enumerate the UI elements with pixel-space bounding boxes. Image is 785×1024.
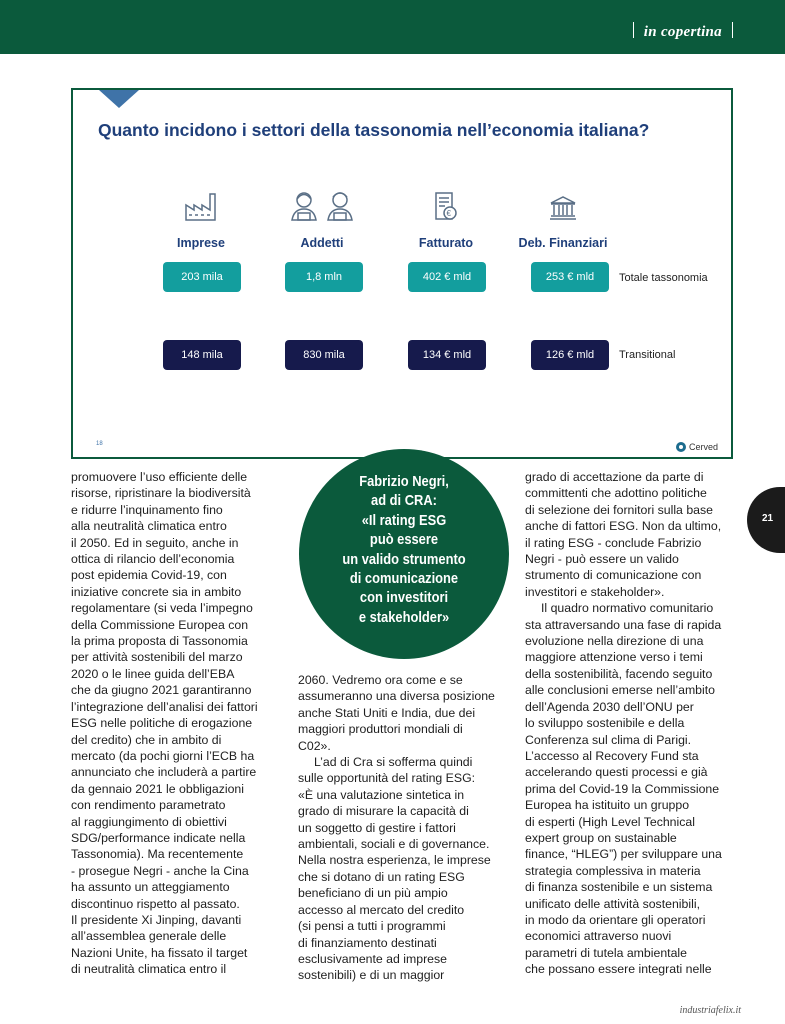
text-line: Conferenza sul clima di Parigi.	[525, 732, 692, 747]
text-line: ottica di rilancio dell’economia	[71, 552, 235, 567]
section-label: in copertina	[643, 24, 722, 40]
pull-quote-line: ad di CRA:	[371, 492, 437, 510]
text-line: in modo da orientare gli operatori	[525, 912, 706, 927]
text-line: committenti che adottino politiche	[525, 486, 707, 501]
text-line: strumento di comunicazione con	[525, 568, 702, 583]
text-line: accelerando questi processi e già	[525, 765, 708, 780]
text-line: prima del Covid-19 la Commissione	[525, 781, 720, 796]
text-line: all’assemblea generale delle	[71, 929, 227, 944]
text-line: sostenibili) e di un maggior	[298, 968, 445, 983]
text-line: mercato (da pochi giorni l’ECB ha	[71, 748, 255, 763]
column-label: Addetti	[300, 236, 344, 250]
text-line: sta attraversando una fase di rapida	[525, 617, 722, 632]
factory-icon	[141, 185, 261, 221]
text-line: post epidemia Covid-19, con	[71, 568, 227, 583]
text-line: maggiori produttori mondiali di	[298, 722, 463, 737]
text-line: che da giugno 2021 garantiranno	[71, 683, 252, 698]
text-line: assumeranno una diversa posizione	[298, 689, 495, 704]
text-line: che possano essere integrati nelle	[525, 962, 712, 977]
text-line: al raggiungimento di obiettivi	[71, 814, 227, 829]
text-line: «È una valutazione sintetica in	[298, 787, 465, 802]
text-line: di selezione dei fornitori sulla base	[525, 502, 713, 517]
corner-marker	[99, 90, 139, 108]
text-line: da gennaio 2021 le obbligazioni	[71, 781, 244, 796]
text-line: alla neutralità climatica entro	[71, 519, 227, 534]
text-line: unificato delle attività sostenibili,	[525, 896, 700, 911]
pull-quote-line: un valido strumento	[342, 550, 466, 568]
revenue-document-icon	[386, 185, 506, 221]
article-column-1	[71, 469, 258, 978]
page-number-tab	[747, 487, 785, 553]
text-line: la prima proposta di Tassonomia	[71, 634, 248, 649]
text-line: Negri - può essere un valido	[525, 552, 679, 567]
article-column-3	[525, 469, 722, 978]
slide-number: 18	[96, 441, 103, 447]
text-line: della sostenibilità, facendo seguito	[525, 666, 713, 681]
column-addetti	[262, 185, 382, 250]
column-label: Imprese	[177, 236, 225, 250]
text-line: di neutralità climatica entro il	[71, 962, 227, 977]
text-line: il rating ESG - conclude Fabrizio	[525, 535, 702, 550]
column-fatturato	[386, 185, 506, 250]
text-line: SDG/performance indicate nella	[71, 830, 246, 845]
text-line: finance, “HLEG”) per sviluppare una	[525, 847, 722, 862]
section-tag	[623, 22, 743, 41]
text-line: expert group on sustainable	[525, 830, 677, 845]
text-line: - prosegue Negri - anche la Cina	[71, 863, 249, 878]
text-line: anche di fattori ESG. Non da ultimo,	[525, 519, 722, 534]
figure-title: Quanto incidono i settori della tassonomia nell’economia italiana?	[98, 120, 650, 140]
cerved-logo-icon	[676, 442, 686, 452]
divider	[732, 22, 733, 38]
text-line: e ridurre l’inquinamento fino	[71, 502, 223, 517]
text-line: annunciato che includerà a partire	[71, 765, 257, 780]
text-line: 2020 o le linee guida dell’EBA	[71, 666, 235, 681]
pull-quote	[299, 449, 509, 659]
text-line: ESG nelle politiche di erogazione	[71, 716, 253, 731]
source-label: Cerved	[689, 442, 719, 452]
text-line: Tassonomia). Ma recentemente	[71, 847, 244, 862]
text-line: 2060. Vedremo ora come e se	[298, 673, 463, 687]
text-line: investitori e stakeholder».	[525, 584, 665, 599]
pull-quote-line: Fabrizio Negri,	[359, 473, 449, 490]
pull-quote-line: e stakeholder»	[358, 608, 450, 626]
text-line: Nazioni Unite, ha fissato il target	[71, 945, 248, 960]
column-imprese	[141, 185, 261, 250]
value-pill: 1,8 mln	[285, 262, 363, 292]
text-line: di esperti (High Level Technical	[525, 814, 695, 829]
article-column-2	[298, 672, 495, 984]
text-line: ha assunto un atteggiamento	[71, 880, 230, 895]
bank-icon	[503, 185, 623, 221]
column-label: Fatturato	[418, 236, 474, 250]
page-number: 21	[762, 513, 774, 524]
text-line: di finanza sostenibile e un sistema	[525, 880, 713, 895]
text-line: (si pensi a tutti i programmi	[298, 919, 446, 934]
text-line: esclusivamente ad imprese	[298, 951, 447, 966]
text-line: iniziative concrete sia in ambito	[71, 584, 242, 599]
text-line: strategia complessiva in materia	[525, 863, 701, 878]
text-line: Il quadro normativo comunitario	[541, 601, 714, 616]
divider	[633, 22, 634, 38]
source-logo	[676, 442, 718, 452]
text-line: maggiore attenzione verso i temi	[525, 650, 703, 665]
value-pill: 253 € mld	[531, 262, 609, 292]
text-line: grado di accettazione da parte di	[525, 470, 704, 484]
text-line: ambientali, sociali e di governance.	[298, 837, 490, 852]
infographic-figure	[71, 88, 733, 459]
text-line: per attività sostenibili del marzo	[71, 650, 243, 665]
text-line: regolamentare (si veda l’impegno	[71, 601, 253, 616]
value-pill: 126 € mld	[531, 340, 609, 370]
text-line: Europea ha istituito un gruppo	[525, 798, 690, 813]
value-pill: 203 mila	[163, 262, 241, 292]
text-line: della Commissione Europea con	[71, 617, 249, 632]
pull-quote-line: può essere	[369, 531, 439, 549]
text-line: un soggetto di gestire i fattori	[298, 820, 456, 835]
value-pill: 402 € mld	[408, 262, 486, 292]
svg-text:€: €	[446, 209, 451, 218]
text-line: con rendimento parametrato	[71, 798, 226, 813]
column-deb-finanziari	[503, 185, 623, 250]
workers-icon	[262, 185, 382, 221]
text-line: promuovere l’uso efficiente delle	[71, 470, 248, 484]
text-line: economici attraverso nuovi	[525, 929, 672, 944]
text-line: che si dotano di un rating ESG	[298, 869, 465, 884]
text-line: accesso al mercato del credito	[298, 902, 465, 917]
footer-site: industriafelix.it	[679, 1005, 741, 1016]
text-line: evoluzione nella direzione di una	[525, 634, 704, 649]
text-line: sulle opportunità del rating ESG:	[298, 771, 476, 786]
value-pill: 830 mila	[285, 340, 363, 370]
pull-quote-line: «Il rating ESG	[361, 511, 447, 529]
pull-quote-line: di comunicazione	[349, 570, 459, 588]
row-label: Transitional	[619, 349, 676, 361]
text-line: anche Stati Uniti e India, due dei	[298, 705, 476, 720]
text-line: dell’Agenda 2030 dell’ONU per	[525, 699, 694, 714]
text-line: discontinuo rispetto al passato.	[71, 896, 240, 911]
text-line: C02».	[298, 738, 331, 753]
text-line: beneficiano di un più ampio	[298, 886, 448, 901]
column-label: Deb. Finanziari	[518, 236, 608, 250]
value-pill: 148 mila	[163, 340, 241, 370]
text-line: l’integrazione dell’analisi dei fattori	[71, 699, 258, 714]
header-bar	[0, 0, 785, 54]
value-pill: 134 € mld	[408, 340, 486, 370]
text-line: parametri di tutela ambientale	[525, 945, 687, 960]
text-line: L’ad di Cra si sofferma quindi	[314, 755, 473, 770]
text-line: del credito) che in ambito di	[71, 732, 222, 747]
row-label: Totale tassonomia	[619, 272, 708, 284]
text-line: grado di misurare la capacità di	[298, 804, 469, 819]
text-line: Il presidente Xi Jinping, davanti	[71, 912, 242, 927]
text-line: L’accesso al Recovery Fund sta	[525, 748, 699, 763]
pull-quote-line: con investitori	[359, 589, 449, 607]
text-line: lo sviluppo sostenibile e della	[525, 716, 685, 731]
text-line: risorse, ripristinare la biodiversità	[71, 486, 251, 501]
text-line: Nella nostra esperienza, le imprese	[298, 853, 491, 868]
text-line: di finanziamento destinati	[298, 935, 437, 950]
text-line: alle conclusioni emerse nell’ambito	[525, 683, 716, 698]
text-line: il 2050. Ed in seguito, anche in	[71, 535, 239, 550]
